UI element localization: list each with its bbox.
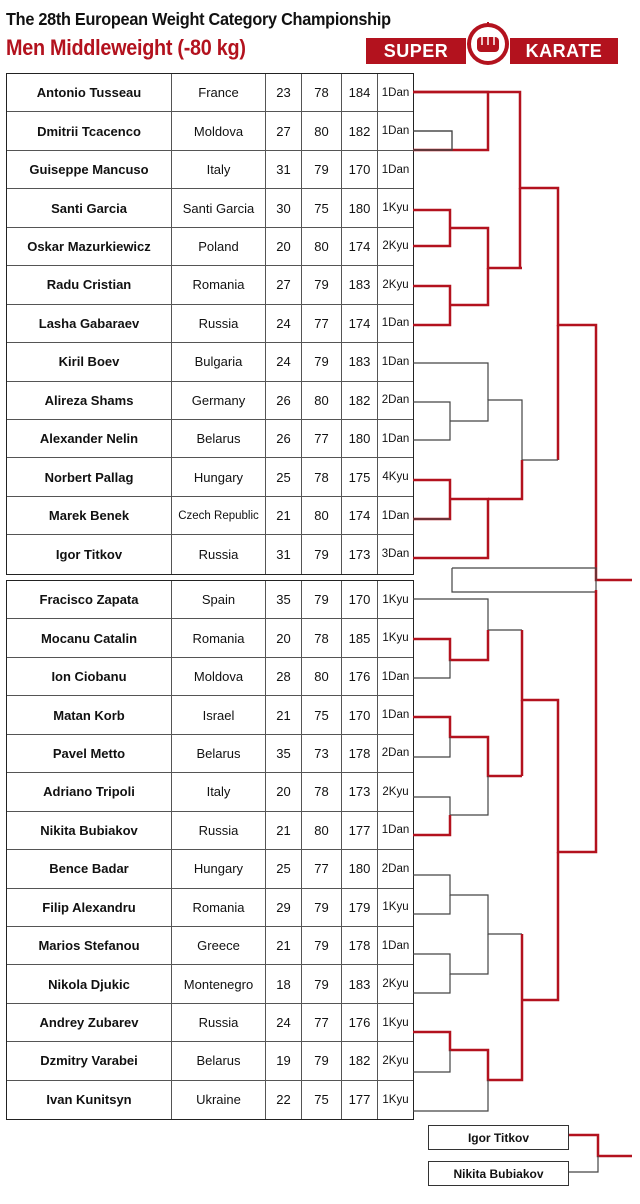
competitor-country: Romania [172,266,266,303]
competitor-country: Montenegro [172,965,266,1002]
bracket-line [413,480,450,519]
bracket-line [413,895,450,914]
bracket-line [413,131,452,150]
bracket-line [413,875,522,934]
competitor-rank: 1Kyu [382,901,409,914]
competitor-weight: 79 [302,581,342,618]
competitor-age: 35 [266,735,302,772]
bracket-line [413,363,488,400]
competitor-country: Moldova [172,658,266,695]
competitor-height: 174 [342,305,378,342]
competitor-age: 25 [266,458,302,495]
competitor-name: Lasha Gabaraev [7,305,172,342]
competitor-rank: 1Kyu [382,1093,409,1106]
bracket-line [413,934,522,1080]
competitor-weight: 77 [302,1004,342,1041]
competitor-height: 183 [342,343,378,380]
competitor-country: Belarus [172,420,266,457]
competitor-rank: 1Dan [381,125,410,138]
competitor-name: Matan Korb [7,696,172,733]
competitor-weight: 77 [302,305,342,342]
competitor-name: Alexander Nelin [7,420,172,457]
category-title: Men Middleweight (-80 kg) [6,35,246,60]
competitor-height: 182 [342,112,378,149]
competitor-weight: 80 [302,658,342,695]
competitor-country: Italy [172,151,266,188]
logo-right-text: KARATE [510,38,618,64]
competitor-country: Germany [172,382,266,419]
competitor-height: 178 [342,927,378,964]
competitor-rank: 2Dan [381,747,410,760]
bracket-line [413,717,522,776]
finalist-box-1: Igor Titkov [428,1125,569,1150]
competitor-country: Moldova [172,112,266,149]
bracket-line [413,737,450,757]
logo-left-text: SUPER [366,38,466,64]
competitor-height: 179 [342,889,378,926]
competitor-height: 182 [342,382,378,419]
competitor-weight: 77 [302,420,342,457]
competitor-age: 24 [266,1004,302,1041]
competitor-name: Antonio Tusseau [7,74,172,111]
competitor-name: Dmitrii Tcacenco [7,112,172,149]
bracket-line [488,92,632,580]
competitor-age: 27 [266,266,302,303]
competitor-rank: 1Kyu [382,593,409,606]
competitor-age: 31 [266,535,302,573]
competitor-age: 23 [266,74,302,111]
competitor-height: 176 [342,1004,378,1041]
competitor-height: 180 [342,420,378,457]
competitor-name: Oskar Mazurkiewicz [7,228,172,265]
competitor-name: Ivan Kunitsyn [7,1081,172,1119]
bracket-line [413,630,488,660]
competitor-rank: 2Kyu [382,978,409,991]
competitor-rank: 1Dan [381,163,410,176]
competitor-name: Kiril Boev [7,343,172,380]
bracket-line [450,400,558,460]
competitor-rank: 2Kyu [382,785,409,798]
competitor-rank: 1Kyu [382,1016,409,1029]
competitor-name: Norbert Pallag [7,458,172,495]
competitor-rank: 1Dan [381,86,410,99]
bracket-line [413,1080,488,1111]
competitor-weight: 80 [302,497,342,534]
competitor-height: 170 [342,581,378,618]
competitor-height: 170 [342,696,378,733]
bracket-line [413,92,488,150]
competitor-age: 21 [266,927,302,964]
bracket-line [413,815,450,835]
competitor-height: 180 [342,850,378,887]
competitor-country: Russia [172,305,266,342]
competitor-weight: 75 [302,1081,342,1119]
competitor-name: Nikita Bubiakov [7,812,172,849]
competitor-rank: 2Dan [381,394,410,407]
bracket-line [488,460,522,499]
bracket-line [452,568,596,592]
competitor-name: Ion Ciobanu [7,658,172,695]
competitor-age: 30 [266,189,302,226]
competitor-country: Greece [172,927,266,964]
competitor-age: 21 [266,696,302,733]
competitor-country: Hungary [172,458,266,495]
competitor-height: 184 [342,74,378,111]
bracket-line [413,599,522,630]
competitor-rank: 1Dan [381,709,410,722]
competitor-name: Dzmitry Varabei [7,1042,172,1079]
competitor-rank: 2Kyu [382,278,409,291]
competitor-name: Andrey Zubarev [7,1004,172,1041]
bracket-line [413,660,450,678]
finalist-box-2: Nikita Bubiakov [428,1161,569,1186]
competitor-rank: 1Kyu [382,202,409,215]
competitor-name: Nikola Djukic [7,965,172,1002]
bracket-line [569,1135,632,1156]
competitor-weight: 79 [302,266,342,303]
competitor-age: 31 [266,151,302,188]
competitor-age: 26 [266,420,302,457]
competitor-country: Russia [172,1004,266,1041]
competitor-height: 170 [342,151,378,188]
competitor-weight: 79 [302,965,342,1002]
competitor-weight: 79 [302,151,342,188]
competitor-age: 27 [266,112,302,149]
competitor-name: Marios Stefanou [7,927,172,964]
competitor-height: 178 [342,735,378,772]
bracket-line [413,776,488,815]
competitor-age: 21 [266,812,302,849]
competitor-weight: 79 [302,927,342,964]
competitor-country: Romania [172,619,266,656]
competitor-age: 20 [266,228,302,265]
competitor-country: France [172,74,266,111]
competitor-height: 177 [342,812,378,849]
bracket-line [413,1050,450,1072]
competitor-age: 25 [266,850,302,887]
competitor-country: Belarus [172,735,266,772]
competitor-name: Igor Titkov [7,535,172,573]
competitor-weight: 80 [302,112,342,149]
competitor-weight: 73 [302,735,342,772]
competitor-weight: 77 [302,850,342,887]
competitor-name: Alireza Shams [7,382,172,419]
competitor-weight: 78 [302,773,342,810]
competitor-rank: 1Dan [381,317,410,330]
competitor-rank: 1Dan [381,432,410,445]
competitor-height: 174 [342,497,378,534]
competitor-name: Santi Garcia [7,189,172,226]
competitor-name: Fracisco Zapata [7,581,172,618]
competitor-height: 185 [342,619,378,656]
competitor-country: Hungary [172,850,266,887]
competitor-age: 18 [266,965,302,1002]
competitor-weight: 79 [302,1042,342,1079]
competitor-height: 177 [342,1081,378,1119]
competitor-rank: 2Kyu [382,240,409,253]
competitor-name: Mocanu Catalin [7,619,172,656]
competitor-age: 35 [266,581,302,618]
competitor-country: Russia [172,812,266,849]
bracket-line [450,268,488,305]
competitor-country: Poland [172,228,266,265]
competitor-weight: 80 [302,812,342,849]
competitor-height: 175 [342,458,378,495]
competitor-name: Marek Benek [7,497,172,534]
competitor-name: Pavel Metto [7,735,172,772]
competitor-name: Filip Alexandru [7,889,172,926]
competitor-rank: 1Dan [381,509,410,522]
competitor-rank: 3Dan [381,548,410,561]
bracket-line [413,131,452,150]
competitor-age: 20 [266,773,302,810]
bracket-line [450,228,522,268]
competitor-rank: 1Dan [381,824,410,837]
competitor-height: 183 [342,965,378,1002]
bracket-line [522,852,558,1000]
competitor-weight: 79 [302,889,342,926]
competitor-country: Italy [172,773,266,810]
competitor-weight: 75 [302,696,342,733]
competitor-country: Ukraine [172,1081,266,1119]
bracket-line [413,286,450,325]
competitor-weight: 78 [302,458,342,495]
competitor-height: 182 [342,1042,378,1079]
competitor-name: Adriano Tripoli [7,773,172,810]
competitor-country: Romania [172,889,266,926]
competitor-age: 26 [266,382,302,419]
competitor-rank: 1Kyu [382,632,409,645]
bracket-line [413,402,450,440]
competitor-rank: 1Dan [381,355,410,368]
competitor-country: Czech Republic [172,497,266,534]
competitor-rank: 1Dan [381,670,410,683]
competitor-age: 21 [266,497,302,534]
competitor-weight: 80 [302,228,342,265]
competitor-height: 174 [342,228,378,265]
competitor-height: 180 [342,189,378,226]
competitor-country: Belarus [172,1042,266,1079]
competitor-weight: 75 [302,189,342,226]
bracket-line [413,210,450,246]
competitor-height: 173 [342,535,378,573]
competitor-rank: 1Dan [381,939,410,952]
competitor-age: 24 [266,305,302,342]
competitor-country: Spain [172,581,266,618]
competitor-age: 28 [266,658,302,695]
bracket-line [413,934,488,974]
competitor-height: 183 [342,266,378,303]
competitor-name: Guiseppe Mancuso [7,151,172,188]
competitor-rank: 2Kyu [382,1054,409,1067]
competitor-age: 24 [266,343,302,380]
competitor-age: 19 [266,1042,302,1079]
competitor-weight: 78 [302,74,342,111]
competitor-age: 22 [266,1081,302,1119]
competitor-weight: 80 [302,382,342,419]
competitor-weight: 79 [302,343,342,380]
bracket-line [522,590,596,852]
competitor-height: 176 [342,658,378,695]
page-title: The 28th European Weight Category Championship [6,9,391,29]
competitor-name: Radu Cristian [7,266,172,303]
competitor-country: Santi Garcia [172,189,266,226]
competitor-country: Bulgaria [172,343,266,380]
competitor-weight: 79 [302,535,342,573]
competitor-country: Israel [172,696,266,733]
competitor-age: 20 [266,619,302,656]
competitor-rank: 4Kyu [382,471,409,484]
competitor-height: 173 [342,773,378,810]
bracket-line [569,1156,598,1172]
competitor-rank: 2Dan [381,862,410,875]
competitor-country: Russia [172,535,266,573]
bracket-line [413,974,450,993]
competitor-name: Bence Badar [7,850,172,887]
competitor-age: 29 [266,889,302,926]
competitor-weight: 78 [302,619,342,656]
